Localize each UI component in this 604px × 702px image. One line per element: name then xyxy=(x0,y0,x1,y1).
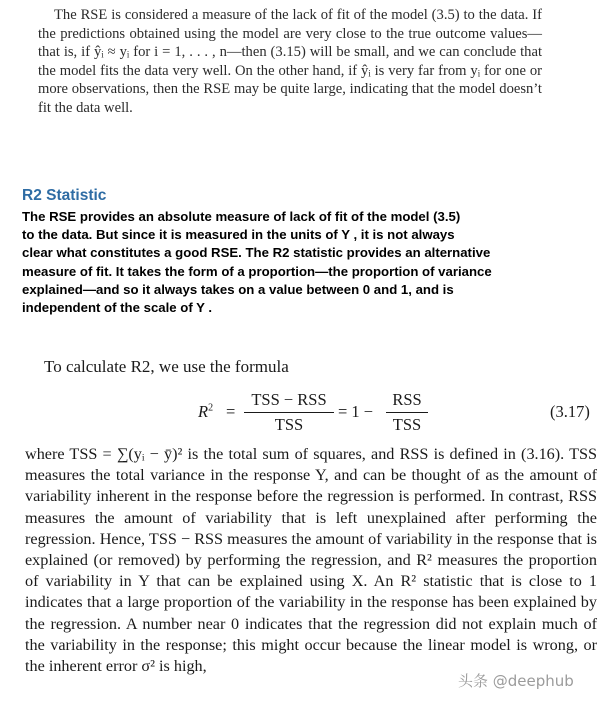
fraction-rss-over-tss xyxy=(386,390,428,435)
r2-body-line: clear what constitutes a good RSE. The R2 statistic provides an alternative xyxy=(22,245,491,261)
fraction-numerator: RSS xyxy=(386,390,428,413)
r2-section-title: R2 Statistic xyxy=(22,187,107,204)
watermark: 头条 @deephub xyxy=(458,672,574,690)
rse-paragraph-text: The RSE is considered a measure of the lack of fit of the model (3.5) to the data. If the predictions obtained using the model are very close to the true outcome values—that is, if ŷᵢ ≈ yᵢ for i = 1, . . . , n—then (3.15) will be small, and we can conclude that the model fits the data very well. On the other hand, if ŷᵢ is very far from yᵢ for one or more observations, then the RSE may be quite large, indicating that the model doesn’t fit the data well. xyxy=(38,7,542,116)
rse-paragraph xyxy=(38,6,542,118)
formula-intro: To calculate R2, we use the formula xyxy=(44,357,289,376)
r2-body-line: The RSE provides an absolute measure of lack of fit of the model (3.5) xyxy=(22,209,461,224)
equals-sign: = xyxy=(226,402,236,421)
r2-section-body xyxy=(22,208,542,317)
fraction-tss-minus-rss xyxy=(244,390,334,435)
tss-paragraph: where TSS = ∑(yᵢ − ȳ)² is the total sum of squares, and RSS is defined in (3.16). TSS measures the total variance in the response Y, and can be thought of as the amount of variability inherent in the response before the regression is performed. In contrast, RSS measures the amount of variability that is left unexplained after performing the regression. Hence, TSS − RSS measures the amount of variability in the response that is explained (or removed) by performing the regression, and R² measures the proportion of variability in Y that can be explained using X. An R² statistic that is close to 1 indicates that a large proportion of the variability in the response has been explained by the regression. A number near 0 indicates that the regression did not explain much of the variability in the response; this might occur because the linear model is wrong, or the inherent error σ² is high, xyxy=(25,445,597,676)
equation-middle: = 1 − xyxy=(338,402,374,421)
equation-number: (3.17) xyxy=(550,402,590,421)
fraction-denominator: TSS xyxy=(274,415,304,434)
fraction-denominator: TSS xyxy=(392,415,422,434)
r2-body-line: independent of the scale of Y . xyxy=(22,300,213,316)
r2-body-line: measure of fit. It takes the form of a proportion—the proportion of variance xyxy=(22,263,492,279)
r2-body-line: explained—and so it always takes on a value between 0 and 1, and is xyxy=(22,281,454,297)
equation-lhs: $R^2$ xyxy=(198,402,214,421)
r2-body-line: to the data. But since it is measured in the units of Y , it is not always xyxy=(22,227,455,243)
fraction-numerator: TSS − RSS xyxy=(244,390,334,413)
r2-equation xyxy=(0,386,604,440)
